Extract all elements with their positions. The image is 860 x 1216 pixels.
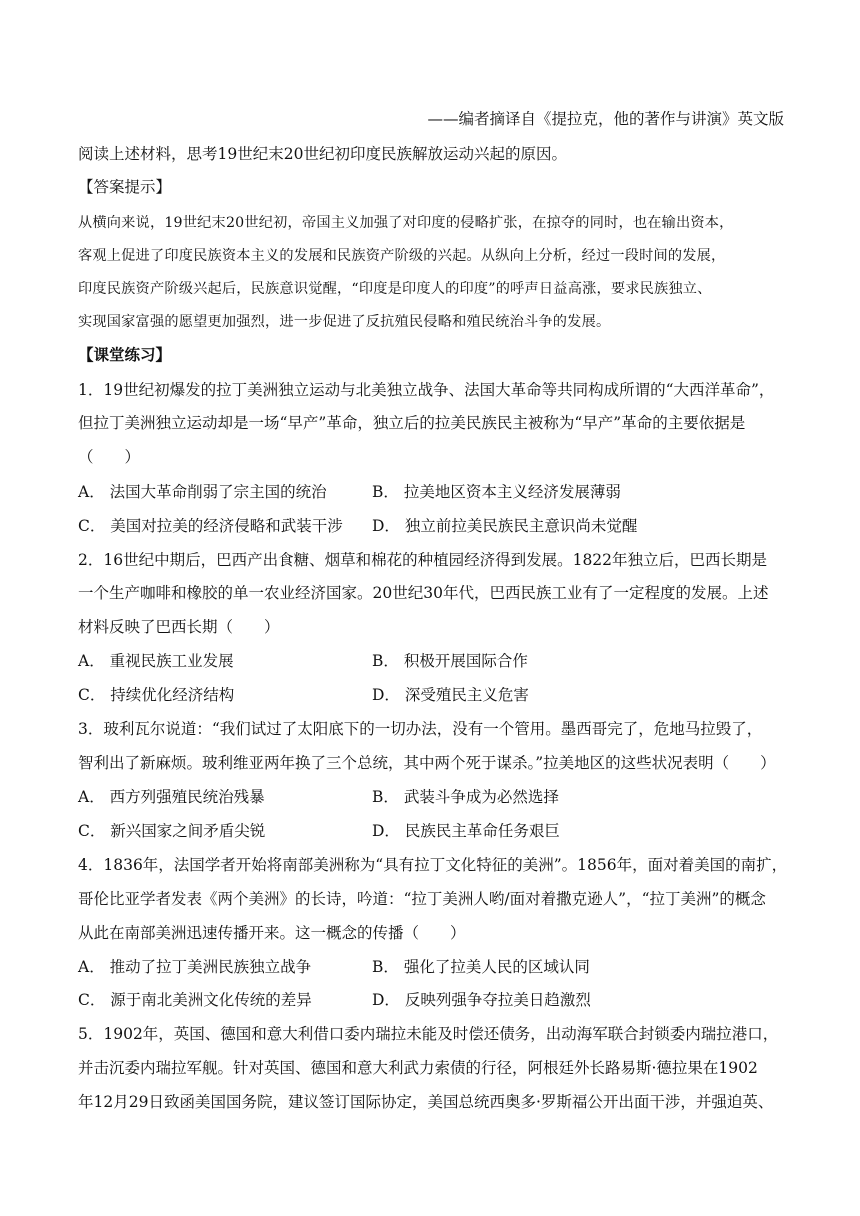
- question-2-option-b: B． 积极开展国际合作: [372, 652, 528, 670]
- question-5-line: 年12月29日致函美国国务院，建议签订国际协定，美国总统西奥多·罗斯福公开出面干涉，并强迫英、: [78, 1093, 774, 1111]
- question-4-option-c: C． 源于南北美洲文化传统的差异: [78, 991, 312, 1009]
- question-2-line: 材料反映了巴西长期（ ）: [78, 618, 280, 636]
- question-5-line: 5．1902年，英国、德国和意大利借口委内瑞拉未能及时偿还债务，出动海军联合封锁委内瑞拉港口，: [78, 1025, 779, 1043]
- question-3-option-b: B． 武装斗争成为必然选择: [372, 788, 559, 806]
- question-3-line: 3．玻利瓦尔说道：“我们试过了太阳底下的一切办法，没有一个管用。墨西哥完了，危地马拉毁了，: [78, 720, 763, 738]
- question-4-line: 哥伦比亚学者发表《两个美洲》的长诗，吟道：“拉丁美洲人哟/面对着撒克逊人”，“拉丁美洲”的概念: [78, 890, 766, 908]
- question-2-line: 一个生产咖啡和橡胶的单一农业经济国家。20世纪30年代，巴西民族工业有了一定程度的发展。上述: [78, 584, 769, 602]
- answer-line: 实现国家富强的愿望更加强烈，进一步促进了反抗殖民侵略和殖民统治斗争的发展。: [78, 314, 611, 330]
- question-1-option-a: A． 法国大革命削弱了宗主国的统治: [78, 483, 327, 501]
- question-1-line: 但拉丁美洲独立运动却是一场“早产”革命，独立后的拉美民族民主被称为“早产”革命的主要依据是: [78, 414, 746, 432]
- question-2-line: 2．16世纪中期后，巴西产出食糖、烟草和棉花的种植园经济得到发展。1822年独立后，巴西长期是: [78, 551, 768, 569]
- question-2-option-d: D． 深受殖民主义危害: [372, 686, 529, 704]
- question-3-option-d: D． 民族民主革命任务艰巨: [372, 822, 560, 840]
- question-1-option-c: C． 美国对拉美的经济侵略和武装干涉: [78, 517, 343, 535]
- question-1-option-b: B． 拉美地区资本主义经济发展薄弱: [372, 483, 621, 501]
- question-prompt: 阅读上述材料，思考19世纪末20世纪初印度民族解放运动兴起的原因。: [78, 145, 567, 163]
- question-3-line: 智利出了新麻烦。玻利维亚两年换了三个总统，其中两个死于谋杀。”拉美地区的这些状况表明（ ）: [78, 754, 776, 772]
- question-4-option-b: B． 强化了拉美人民的区域认同: [372, 958, 590, 976]
- answer-line: 印度民族资产阶级兴起后，民族意识觉醒，“印度是印度人的印度”的呼声日益高涨，要求民族独立、: [78, 281, 712, 297]
- question-3-option-c: C． 新兴国家之间矛盾尖锐: [78, 822, 266, 840]
- source-citation: ——编者摘译自《提拉克，他的著作与讲演》英文版: [427, 110, 784, 128]
- question-5-line: 并击沉委内瑞拉军舰。针对英国、德国和意大利武力索债的行径，阿根廷外长路易斯·德拉果在1902: [78, 1059, 758, 1077]
- question-1-line: （ ）: [78, 448, 141, 466]
- question-4-option-d: D． 反映列强争夺拉美日趋激烈: [372, 991, 591, 1009]
- question-3-option-a: A． 西方列强殖民统治残暴: [78, 788, 265, 806]
- answer-line: 从横向来说，19世纪末20世纪初，帝国主义加强了对印度的侵略扩张，在掠夺的同时，也在输出资本，: [78, 215, 734, 231]
- question-4-line: 4．1836年，法国学者开始将南部美洲称为“具有拉丁文化特征的美洲”。1856年，面对着美国的南扩，: [78, 856, 788, 874]
- question-1-option-d: D． 独立前拉美民族民主意识尚未觉醒: [372, 517, 638, 535]
- practice-heading: 【课堂练习】: [78, 345, 172, 364]
- question-2-option-a: A． 重视民族工业发展: [78, 652, 234, 670]
- question-4-line: 从此在南部美洲迅速传播开来。这一概念的传播（ ）: [78, 924, 466, 942]
- answer-line: 客观上促进了印度民族资本主义的发展和民族资产阶级的兴起。从纵向上分析，经过一段时间的发展，: [78, 248, 726, 264]
- question-1-line: 1．19世纪初爆发的拉丁美洲独立运动与北美独立战争、法国大革命等共同构成所谓的“大西洋革命”，: [78, 381, 775, 399]
- question-4-option-a: A． 推动了拉丁美洲民族独立战争: [78, 958, 312, 976]
- answer-hint-heading: 【答案提示】: [78, 178, 172, 196]
- question-2-option-c: C． 持续优化经济结构: [78, 686, 235, 704]
